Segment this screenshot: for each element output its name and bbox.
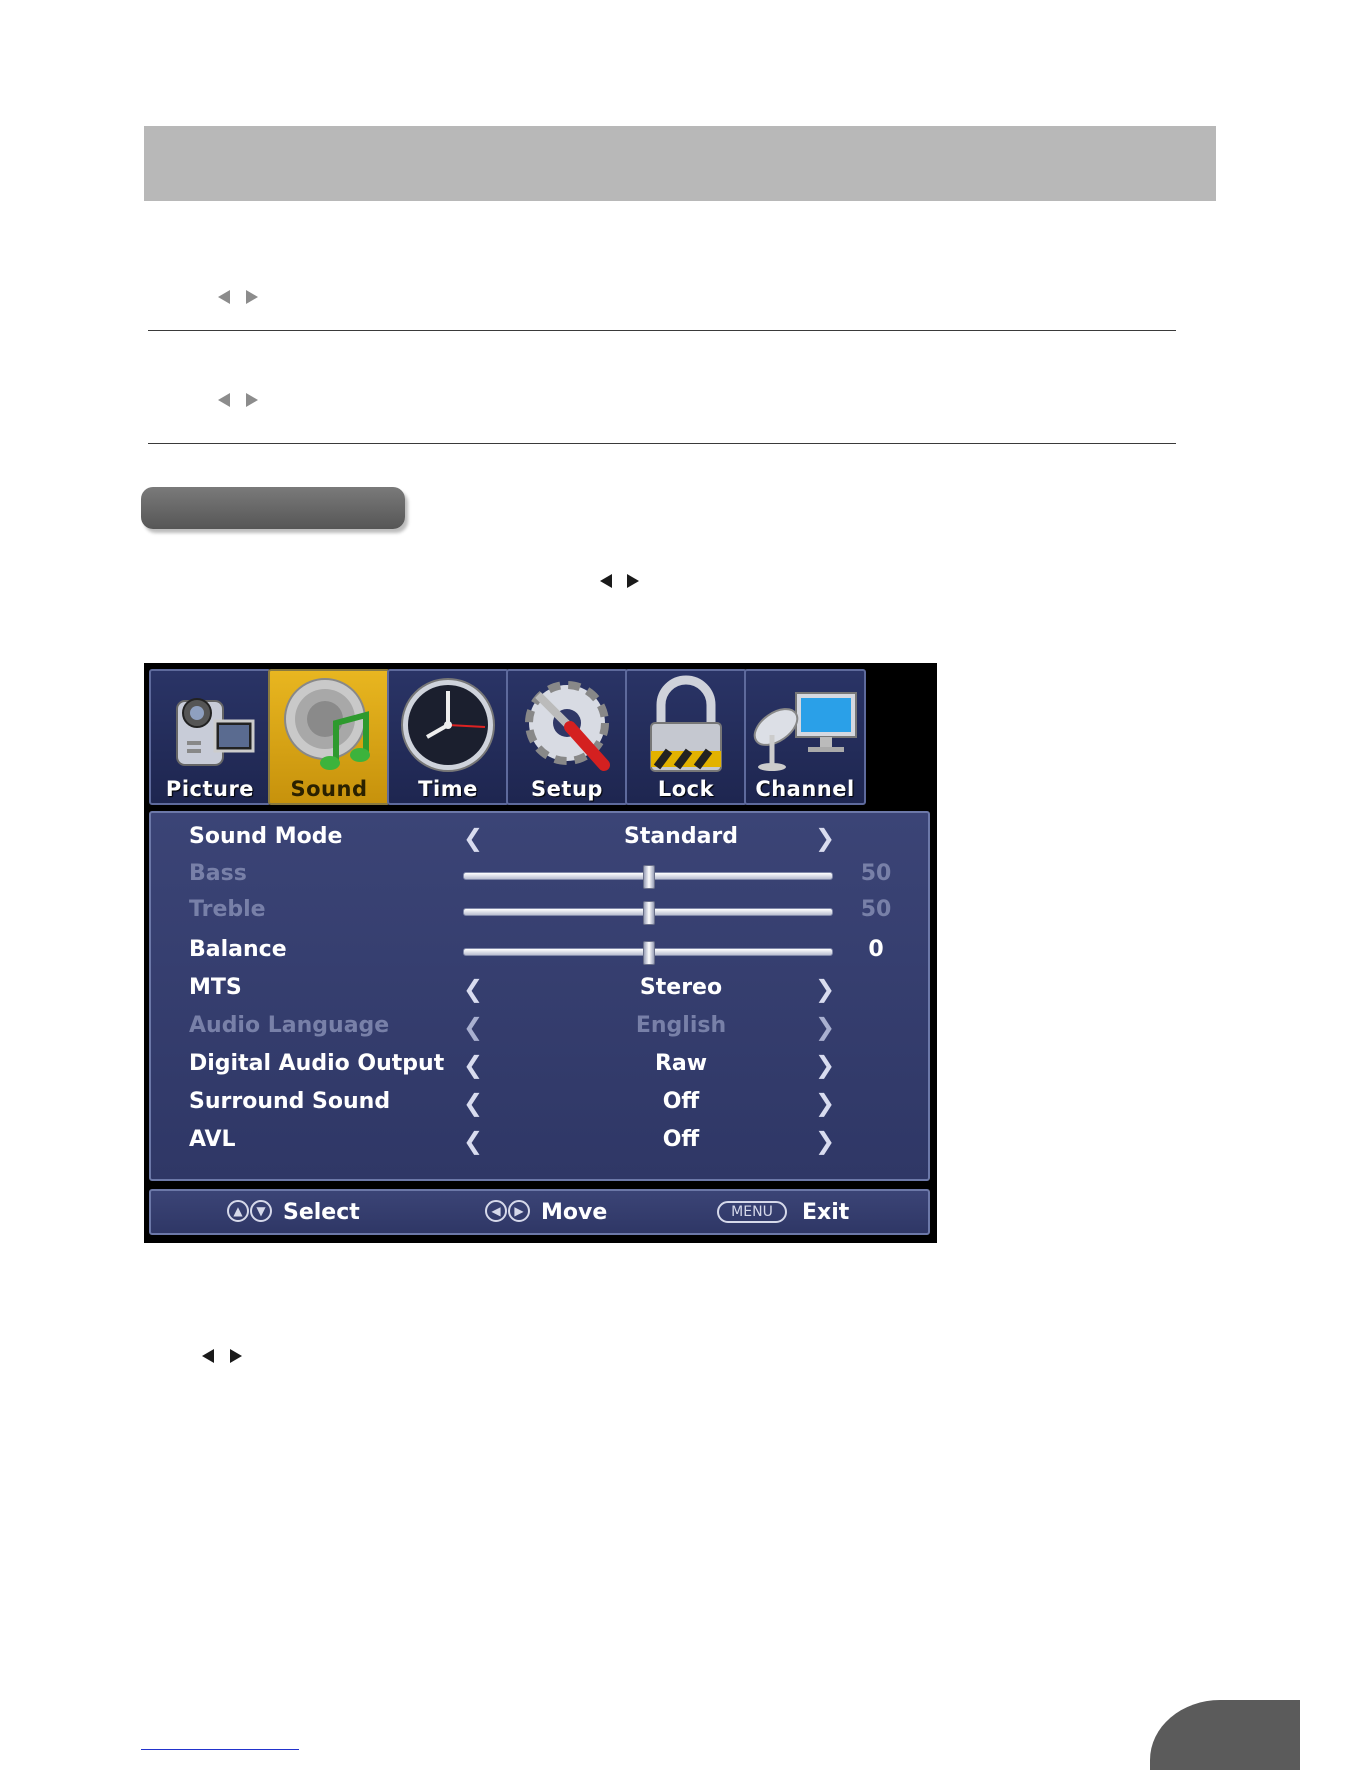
setting-label: Balance <box>189 937 287 962</box>
tab-label: Picture <box>165 777 255 801</box>
setting-mts[interactable] <box>151 972 928 1006</box>
section-header-bar <box>144 126 1216 201</box>
slider-handle[interactable] <box>643 901 655 925</box>
setting-label: AVL <box>189 1127 236 1152</box>
setting-treble[interactable] <box>151 894 928 928</box>
page-number-tab <box>1150 1700 1300 1770</box>
left-arrow-icon <box>218 290 230 304</box>
camcorder-icon <box>151 675 269 775</box>
chevron-left-icon[interactable]: ❮ <box>463 824 484 852</box>
setting-digital-audio-output[interactable] <box>151 1048 928 1082</box>
setting-label: Sound Mode <box>189 824 343 849</box>
right-arrow-icon <box>230 1349 242 1363</box>
select-hint: Select <box>283 1200 360 1225</box>
setting-label: Treble <box>189 897 266 922</box>
move-hint: Move <box>541 1200 608 1225</box>
chevron-right-icon[interactable]: ❯ <box>815 1127 836 1155</box>
right-arrow-icon <box>627 574 639 588</box>
sound-settings-panel <box>149 811 930 1181</box>
slider-handle[interactable] <box>643 941 655 965</box>
divider-line <box>148 330 1176 331</box>
clock-icon <box>389 675 507 775</box>
chevron-left-icon[interactable]: ❮ <box>463 975 484 1003</box>
tab-picture[interactable] <box>149 669 271 805</box>
link-underline <box>141 1749 299 1750</box>
osd-menu <box>144 663 937 1243</box>
tab-label: Time <box>418 777 478 801</box>
setting-sound-mode[interactable] <box>151 821 928 855</box>
exit-hint: Exit <box>802 1200 850 1225</box>
left-arrow-icon <box>600 574 612 588</box>
up-button-icon: ▲ <box>227 1200 249 1222</box>
setting-label: Audio Language <box>189 1013 390 1038</box>
chevron-right-icon[interactable]: ❯ <box>815 1089 836 1117</box>
chevron-right-icon[interactable]: ❯ <box>815 975 836 1003</box>
chevron-right-icon[interactable]: ❯ <box>815 1013 836 1041</box>
setting-label: Bass <box>189 861 247 886</box>
setting-value: 50 <box>860 897 892 922</box>
setting-audio-language[interactable] <box>151 1010 928 1044</box>
left-arrow-icon <box>218 393 230 407</box>
menu-key-icon: MENU <box>717 1201 787 1223</box>
tab-label: Channel <box>755 777 855 801</box>
setting-bass[interactable] <box>151 858 928 892</box>
setting-label: Surround Sound <box>189 1089 391 1114</box>
setting-surround-sound[interactable] <box>151 1086 928 1120</box>
chevron-left-icon[interactable]: ❮ <box>463 1089 484 1117</box>
setting-value: Off <box>662 1089 700 1114</box>
chevron-left-icon[interactable]: ❮ <box>463 1013 484 1041</box>
chevron-right-icon[interactable]: ❯ <box>815 824 836 852</box>
setting-balance[interactable] <box>151 934 928 968</box>
padlock-icon <box>627 675 745 775</box>
right-button-icon: ▶ <box>508 1200 530 1222</box>
setting-value: 50 <box>860 861 892 886</box>
balance-slider[interactable] <box>463 948 833 956</box>
setting-value: Standard <box>623 824 739 849</box>
chevron-right-icon[interactable]: ❯ <box>815 1051 836 1079</box>
treble-slider[interactable] <box>463 908 833 916</box>
osd-footer <box>149 1189 930 1235</box>
setting-label: Digital Audio Output <box>189 1051 445 1076</box>
tab-time[interactable] <box>387 669 509 805</box>
tab-label: Sound <box>290 777 368 801</box>
setting-avl[interactable] <box>151 1124 928 1158</box>
tab-lock[interactable] <box>625 669 747 805</box>
tab-sound[interactable] <box>268 669 390 805</box>
right-arrow-icon <box>246 290 258 304</box>
chevron-left-icon[interactable]: ❮ <box>463 1127 484 1155</box>
tab-setup[interactable] <box>506 669 628 805</box>
satellite-monitor-icon <box>746 675 864 775</box>
section-title-pill <box>141 487 405 529</box>
slider-handle[interactable] <box>643 865 655 889</box>
setting-value: Raw <box>654 1051 708 1076</box>
tab-label: Setup <box>531 777 603 801</box>
setting-value: Off <box>662 1127 700 1152</box>
left-arrow-icon <box>202 1349 214 1363</box>
right-arrow-icon <box>246 393 258 407</box>
divider-line <box>148 443 1176 444</box>
setting-value: 0 <box>868 937 884 962</box>
tab-channel[interactable] <box>744 669 866 805</box>
setting-label: MTS <box>189 975 242 1000</box>
bass-slider[interactable] <box>463 872 833 880</box>
left-button-icon: ◀ <box>485 1200 507 1222</box>
setting-value: English <box>635 1013 727 1038</box>
tab-label: Lock <box>657 777 715 801</box>
chevron-left-icon[interactable]: ❮ <box>463 1051 484 1079</box>
gear-wrench-icon <box>508 675 626 775</box>
setting-value: Stereo <box>639 975 723 1000</box>
speaker-music-icon <box>270 675 388 775</box>
down-button-icon: ▼ <box>250 1200 272 1222</box>
